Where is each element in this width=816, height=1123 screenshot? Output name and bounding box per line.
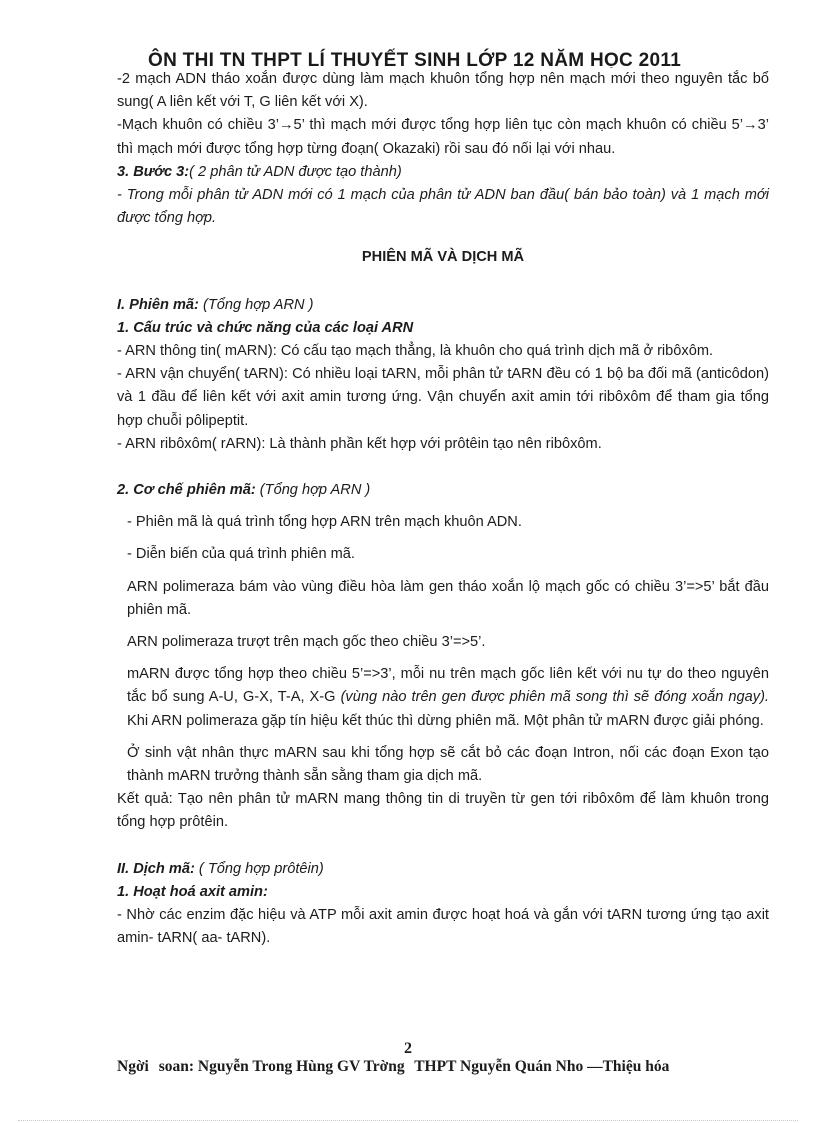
section-label: I. Phiên mã: — [117, 296, 199, 313]
paragraph — [117, 663, 769, 733]
section-sub: ( Tổng hợp prôtêin) — [194, 860, 324, 877]
paragraph: -Mạch khuôn có chiều 3’→5’ thì mạch mới được tổng hợp liên tục còn mạch khuôn có chiều 5’→3’ thì mạch mới được tổng hợp từng đoạn( Okazaki) rồi sau đó nối lại với nhau. — [117, 117, 769, 157]
step-heading — [117, 161, 769, 184]
header-title: ÔN THI TN THPT LÍ THUYẾT SINH LỚP 12 NĂM HỌC 2011 — [148, 50, 682, 68]
section-title: PHIÊN MÃ VÀ DỊCH MÃ — [361, 249, 525, 266]
section-heading — [117, 858, 769, 881]
paragraph-part: (vùng nào trên gen được phiên mã song thì sẽ đóng xoắn ngay). — [340, 689, 769, 706]
paragraph: ARN polimeraza bám vào vùng điều hòa làm gen tháo xoắn lộ mạch gốc có chiều 3’=>5’ bắt đầu phiên mã. — [127, 578, 769, 618]
paragraph: - ARN vận chuyển( tARN): Có nhiều loại tARN, mỗi phân tử tARN đều có 1 bộ ba đối mã (anticôdon) và 1 đầu để liên kết với axit amin tương ứng. Vận chuyển axit amin tới ribôxôm để tham gia tổng hợp chuỗi pôlipeptit. — [117, 366, 769, 429]
subsection-heading — [117, 479, 769, 502]
subsection-heading: 1. Cấu trúc và chức năng của các loại ARN — [117, 319, 414, 336]
paragraph: - Trong mỗi phân tử ADN mới có 1 mạch của phân tử ADN ban đầu( bán bảo toàn) và 1 mạch mới được tổng hợp. — [117, 187, 769, 227]
page-footer — [117, 1058, 777, 1076]
paragraph: ARN polimeraza trượt trên mạch gốc theo chiều 3’=>5’. — [127, 634, 486, 651]
page-bottom-divider — [18, 1120, 798, 1121]
footer-part: THPT Nguyễn Quán Nho —Thiệu hóa — [414, 1058, 670, 1075]
page-header — [118, 46, 758, 68]
paragraph: - Phiên mã là quá trình tổng hợp ARN trên mạch khuôn ADN. — [127, 514, 522, 531]
paragraph: - Diễn biến của quá trình phiên mã. — [127, 546, 355, 563]
paragraph: - ARN thông tin( mARN): Có cấu tạo mạch thẳng, là khuôn cho quá trình dịch mã ở ribôxôm. — [117, 343, 714, 360]
paragraph: - ARN ribôxôm( rARN): Là thành phần kết hợp với prôtêin tạo nên ribôxôm. — [117, 435, 602, 452]
paragraph-part: Khi ARN polimeraza gặp tín hiệu kết thúc thì dừng phiên mã. Một phân tử mARN được giải phóng. — [127, 712, 764, 729]
paragraph: Kết quả: Tạo nên phân tử mARN mang thông tin di truyền từ gen tới ribôxôm để làm khuôn trong tổng hợp prôtêin. — [117, 791, 769, 831]
paragraph: -2 mạch ADN tháo xoắn được dùng làm mạch khuôn tổng hợp nên mạch mới theo nguyên tắc bổ sung( A liên kết với T, G liên kết với X). — [117, 71, 769, 111]
subsection-heading: 1. Hoạt hoá axit amin: — [117, 883, 268, 900]
paragraph: - Nhờ các enzim đặc hiệu và ATP mỗi axit amin được hoạt hoá và gắn với tARN tương ứng tạo axit amin- tARN( aa- tARN). — [117, 907, 769, 947]
document-body — [117, 68, 769, 951]
step-text: ( 2 phân tử ADN được tạo thành) — [189, 163, 402, 180]
section-heading — [117, 294, 769, 317]
paragraph: Ở sinh vật nhân thực mARN sau khi tổng hợp sẽ cắt bỏ các đoạn Intron, nối các đoạn Exon tạo thành mARN trưởng thành sẵn sằng tham gia dịch mã. — [127, 744, 769, 785]
page-number: 2 — [404, 1040, 412, 1057]
section-label: II. Dịch mã: — [117, 860, 195, 877]
subsection-label: 2. Cơ chế phiên mã: — [117, 482, 256, 499]
paragraph-part: mARN được tổng hợp theo chiều 5’=>3’, mỗi nu trên mạch gốc liên kết với nu tự do theo nguyên tắc bổ sung A-U, G-X, T-A, X-G — [127, 666, 769, 706]
section-sub: (Tổng hợp ARN ) — [198, 296, 314, 313]
footer-part: Ngời — [117, 1058, 149, 1075]
step-label: 3. Bước 3: — [117, 163, 190, 180]
footer-part: soan: Nguyễn Trong Hùng GV Trờng — [158, 1058, 405, 1075]
subsection-sub: (Tổng hợp ARN ) — [255, 482, 371, 499]
